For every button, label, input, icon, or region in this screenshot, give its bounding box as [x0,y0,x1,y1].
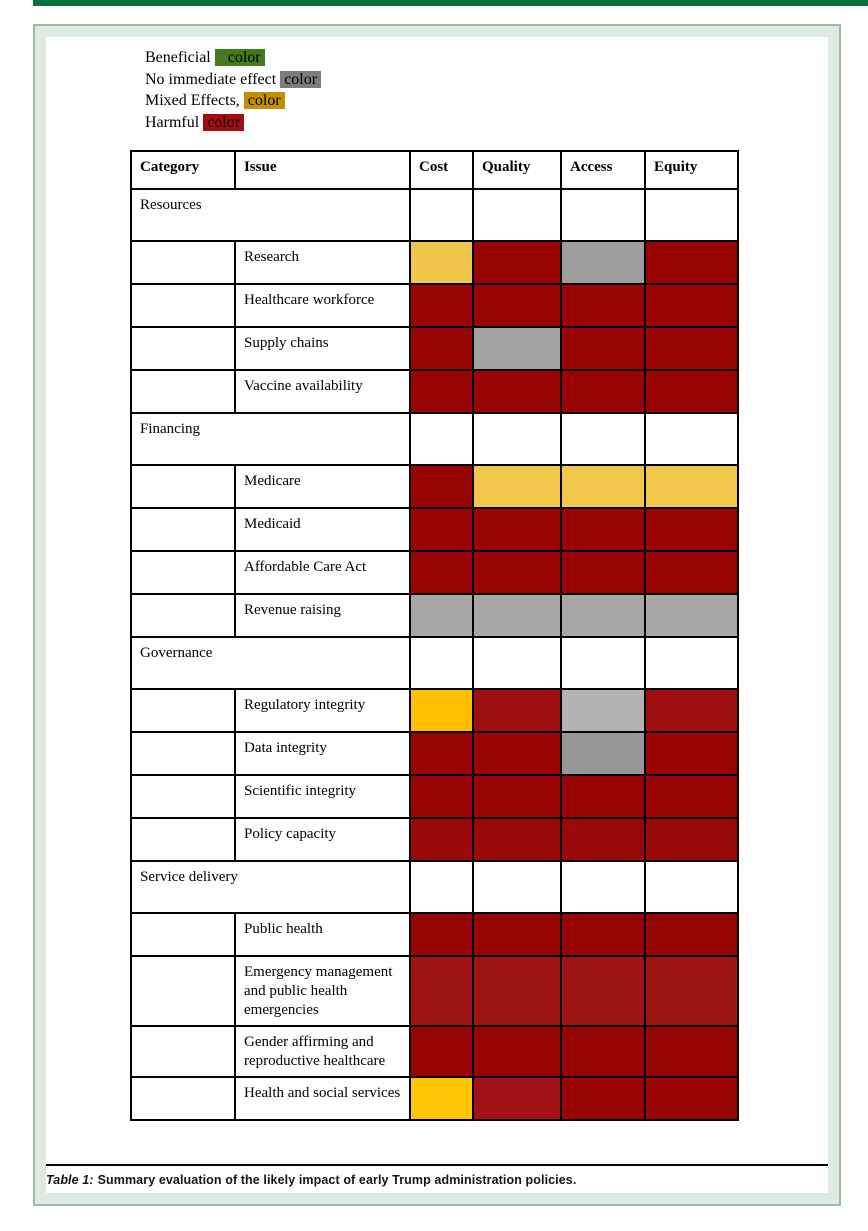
blank-cell [410,861,473,913]
header-cell-quality: Quality [473,151,561,189]
impact-cell-access-no-immediate-effect [561,594,645,637]
legend [145,47,828,133]
impact-cell-equity-no-immediate-effect [645,594,738,637]
impact-cell-cost-harmful [410,551,473,594]
category-spacer-cell [131,1026,235,1077]
impact-cell-quality-harmful [473,1026,561,1077]
category-row [131,413,738,465]
category-spacer-cell [131,913,235,956]
impact-cell-quality-harmful [473,508,561,551]
category-row [131,189,738,241]
impact-cell-equity-harmful [645,775,738,818]
impact-cell-access-harmful [561,284,645,327]
blank-cell [473,861,561,913]
impact-cell-access-no-immediate-effect [561,689,645,732]
impact-cell-quality-harmful [473,732,561,775]
legend-item [145,47,828,69]
impact-cell-equity-harmful [645,508,738,551]
impact-cell-access-mixed [561,465,645,508]
caption [46,1164,828,1189]
impact-cell-equity-harmful [645,1026,738,1077]
header-cell-cost: Cost [410,151,473,189]
legend-label: Harmful [145,113,204,131]
category-spacer-cell [131,689,235,732]
category-cell: Governance [131,637,410,689]
blank-cell [473,413,561,465]
impact-cell-equity-harmful [645,1077,738,1120]
blank-cell [473,637,561,689]
impact-cell-access-harmful [561,327,645,370]
impact-cell-quality-no-immediate-effect [473,594,561,637]
table-body [131,189,738,1120]
impact-cell-cost-harmful [410,956,473,1026]
category-cell: Service delivery [131,861,410,913]
header-cell-issue: Issue [235,151,410,189]
impact-cell-access-harmful [561,370,645,413]
category-spacer-cell [131,465,235,508]
table-row [131,508,738,551]
impact-cell-quality-harmful [473,775,561,818]
blank-cell [645,189,738,241]
legend-label: Mixed Effects, [145,92,244,109]
issue-cell: Data integrity [235,732,410,775]
impact-cell-quality-harmful [473,551,561,594]
blank-cell [561,189,645,241]
blank-cell [561,637,645,689]
impact-cell-equity-harmful [645,370,738,413]
impact-cell-cost-mixed [410,241,473,284]
blank-cell [645,413,738,465]
caption-text: Summary evaluation of the likely impact of early Trump administration policies. [97,1173,577,1187]
table-row [131,594,738,637]
impact-cell-cost-mixed [410,1077,473,1120]
header-cell-access: Access [561,151,645,189]
impact-cell-access-harmful [561,775,645,818]
impact-cell-equity-harmful [645,913,738,956]
blank-cell [410,637,473,689]
legend-color-chip-beneficial: color [215,49,265,66]
impact-cell-quality-harmful [473,818,561,861]
impact-cell-quality-harmful [473,241,561,284]
issue-cell: Emergency management and public health emergencies [235,956,410,1026]
table-row [131,913,738,956]
impact-cell-quality-harmful [473,956,561,1026]
impact-cell-equity-harmful [645,551,738,594]
top-accent-bar [33,0,868,6]
blank-cell [410,189,473,241]
category-spacer-cell [131,241,235,284]
issue-cell: Revenue raising [235,594,410,637]
issue-cell: Supply chains [235,327,410,370]
issue-cell: Health and social services [235,1077,410,1120]
header-cell-category: Category [131,151,235,189]
impact-cell-access-harmful [561,1077,645,1120]
legend-color-chip-no-immediate-effect: color [280,71,321,88]
impact-cell-cost-harmful [410,370,473,413]
legend-item [145,69,828,91]
category-spacer-cell [131,594,235,637]
impact-cell-quality-mixed [473,465,561,508]
table-row [131,370,738,413]
category-spacer-cell [131,956,235,1026]
issue-cell: Policy capacity [235,818,410,861]
category-spacer-cell [131,818,235,861]
table-row [131,241,738,284]
issue-cell: Vaccine availability [235,370,410,413]
issue-cell: Public health [235,913,410,956]
blank-cell [410,413,473,465]
impact-table [130,150,739,1121]
blank-cell [645,861,738,913]
impact-cell-cost-harmful [410,284,473,327]
blank-cell [561,861,645,913]
impact-cell-equity-harmful [645,732,738,775]
category-spacer-cell [131,327,235,370]
impact-cell-equity-mixed [645,465,738,508]
category-spacer-cell [131,1077,235,1120]
impact-cell-equity-harmful [645,956,738,1026]
impact-cell-access-harmful [561,508,645,551]
table-row [131,689,738,732]
table-row [131,956,738,1026]
table-row [131,732,738,775]
table-row [131,1077,738,1120]
impact-cell-cost-harmful [410,327,473,370]
impact-cell-equity-harmful [645,327,738,370]
category-spacer-cell [131,508,235,551]
impact-cell-quality-harmful [473,689,561,732]
legend-label: Beneficial [145,49,215,66]
category-row [131,861,738,913]
table-row [131,1026,738,1077]
table-row [131,465,738,508]
blank-cell [645,637,738,689]
category-spacer-cell [131,284,235,327]
issue-cell: Research [235,241,410,284]
impact-cell-access-harmful [561,1026,645,1077]
category-spacer-cell [131,732,235,775]
impact-cell-equity-harmful [645,241,738,284]
impact-cell-cost-harmful [410,732,473,775]
issue-cell: Healthcare workforce [235,284,410,327]
impact-cell-cost-harmful [410,1026,473,1077]
impact-cell-cost-harmful [410,913,473,956]
impact-cell-quality-harmful [473,913,561,956]
issue-cell: Scientific integrity [235,775,410,818]
header-row [131,151,738,189]
table-row [131,775,738,818]
issue-cell: Gender affirming and reproductive healthcare [235,1026,410,1077]
category-spacer-cell [131,370,235,413]
impact-cell-equity-harmful [645,818,738,861]
impact-cell-cost-harmful [410,465,473,508]
table-row [131,551,738,594]
impact-cell-access-harmful [561,818,645,861]
blank-cell [561,413,645,465]
table-row [131,818,738,861]
impact-cell-equity-harmful [645,284,738,327]
impact-cell-quality-harmful [473,284,561,327]
table-header [131,151,738,189]
blank-cell [473,189,561,241]
legend-color-chip-mixed-effects: color [244,92,285,109]
legend-item [145,112,828,134]
impact-cell-equity-harmful [645,689,738,732]
impact-cell-cost-harmful [410,508,473,551]
content-panel [46,37,828,1193]
issue-cell: Medicaid [235,508,410,551]
category-cell: Resources [131,189,410,241]
impact-cell-access-harmful [561,956,645,1026]
impact-cell-cost-harmful [410,818,473,861]
impact-cell-access-harmful [561,913,645,956]
legend-label: No immediate effect [145,70,281,88]
impact-cell-access-no-immediate-effect [561,732,645,775]
category-spacer-cell [131,551,235,594]
header-cell-equity: Equity [645,151,738,189]
impact-cell-quality-harmful [473,370,561,413]
impact-cell-access-harmful [561,551,645,594]
caption-label: Table 1: [46,1173,94,1187]
figure-frame [33,24,841,1206]
impact-cell-quality-no-immediate-effect [473,327,561,370]
issue-cell: Regulatory integrity [235,689,410,732]
impact-cell-cost-harmful [410,775,473,818]
legend-item [145,90,828,112]
category-spacer-cell [131,775,235,818]
impact-cell-access-no-immediate-effect [561,241,645,284]
issue-cell: Affordable Care Act [235,551,410,594]
impact-cell-cost-mixed [410,689,473,732]
legend-color-chip-harmful: color [203,114,244,131]
impact-cell-cost-no-immediate-effect [410,594,473,637]
table-row [131,327,738,370]
category-row [131,637,738,689]
impact-cell-quality-harmful [473,1077,561,1120]
table-row [131,284,738,327]
issue-cell: Medicare [235,465,410,508]
category-cell: Financing [131,413,410,465]
